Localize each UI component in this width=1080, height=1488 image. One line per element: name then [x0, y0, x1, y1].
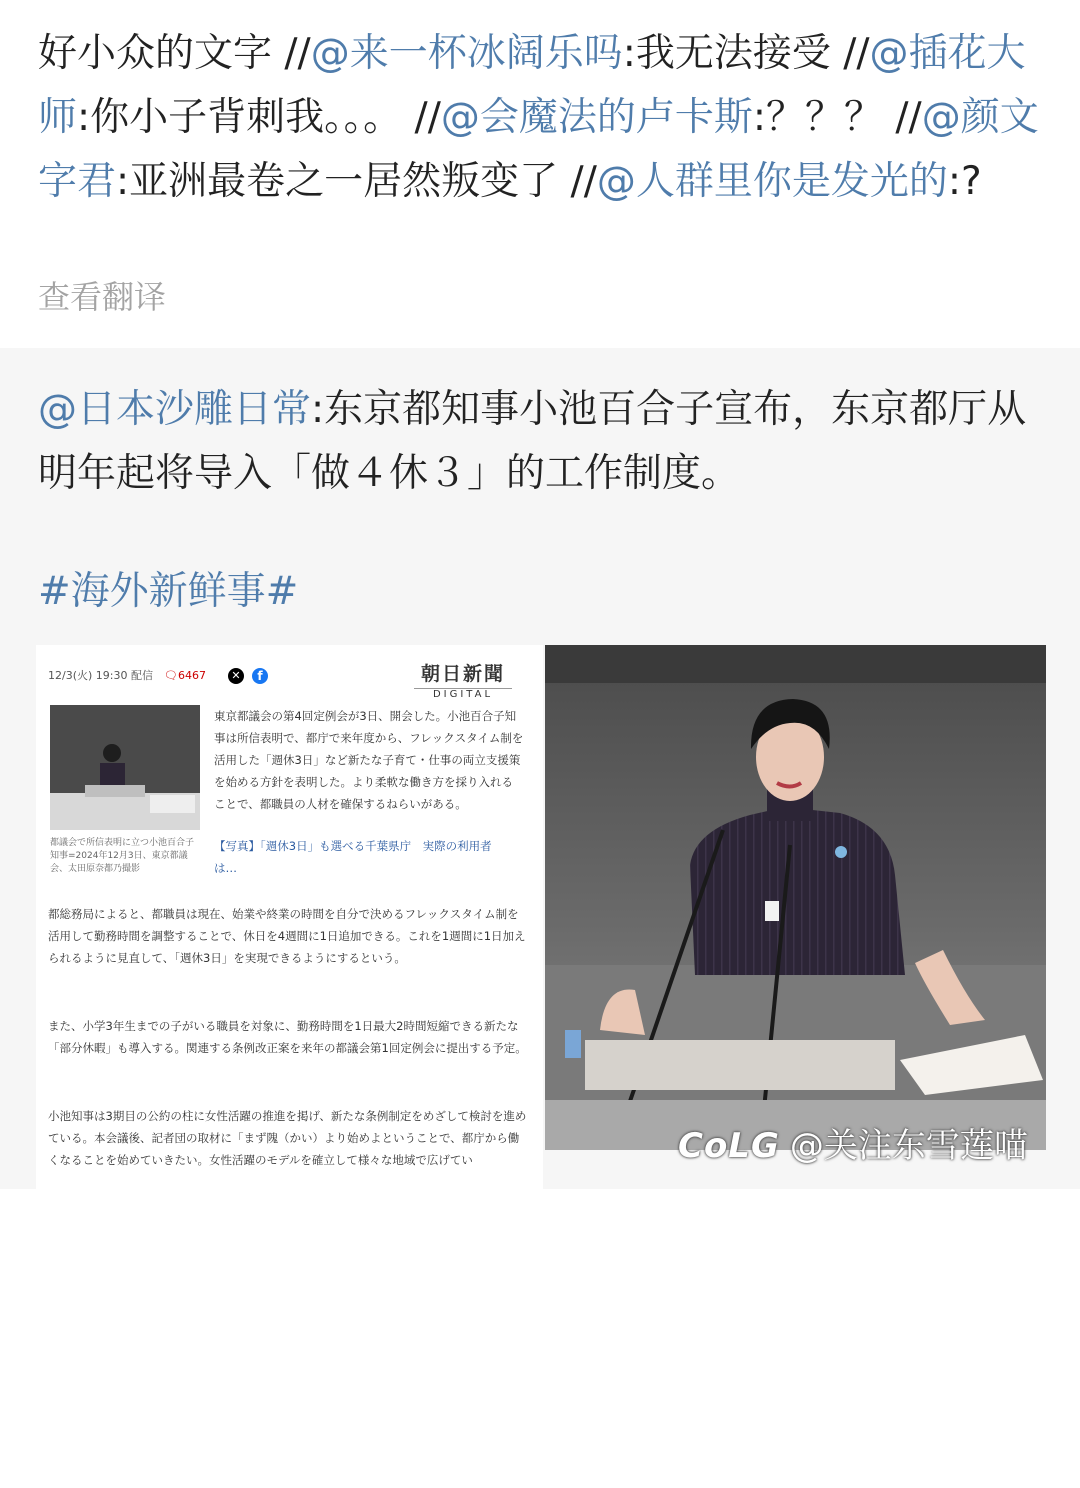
article-meta: [48, 667, 206, 683]
post-text-segment: :?: [947, 159, 982, 204]
mention-link[interactable]: @会魔法的卢卡斯: [440, 95, 753, 140]
comment-count: 🗨6467: [163, 669, 206, 682]
facebook-share-icon: f: [252, 668, 268, 684]
article-paragraph: 小池知事は3期目の公約の柱に女性活躍の推進を掲げ、新たな条例制定をめざして検討を進めている。本会議後、記者団の取材に「まず隗（かい）より始めよということで、都庁から働くなることを始めていきたい。女性活躍のモデルを確立して様々な地域で広げてい: [48, 1109, 527, 1167]
hashtag-link[interactable]: #海外新鲜事#: [38, 569, 299, 614]
mention-link[interactable]: @人群里你是发光的: [596, 159, 948, 204]
article-paragraph: また、小学3年生までの子がいる職員を対象に、勤務時間を1日最大2時間短縮できる新たな「部分休暇」も導入する。関連する条例改正案を来年の都議会第1回定例会に提出する予定。: [48, 1019, 527, 1055]
speaker-thumbnail-illustration: [50, 705, 200, 830]
x-share-icon: ✕: [228, 668, 244, 684]
translate-link[interactable]: 查看翻译: [38, 278, 167, 316]
article-screenshot-image[interactable]: [36, 645, 543, 1488]
mention-link[interactable]: @插花大师: [38, 31, 1026, 140]
mention-link[interactable]: @颜文字君: [38, 95, 1039, 204]
repost-card[interactable]: [0, 348, 1080, 1189]
post-text-segment: :亚洲最卷之一居然叛变了 //: [116, 159, 597, 204]
post-body: [0, 0, 1080, 348]
watermark: [678, 1118, 1028, 1167]
repost-content: :东京都知事小池百合子宣布，东京都厅从明年起将导入「做４休３」的工作制度。: [38, 387, 1027, 496]
article-thumbnail-photo: [50, 705, 200, 830]
watermark-handle: @关注东雪莲喵: [789, 1126, 1028, 1166]
speaker-photo-image[interactable]: [545, 645, 1046, 1150]
article-paragraph: 都総務局によると、都職員は現在、始業や終業の時間を自分で決めるフレックスタイム制を活用して勤務時間を調整することで、休日を4週間に1日追加できる。これを1週間に1日加えられるように見直して、「週休3日」を実現できるようにするという。: [48, 907, 526, 965]
post-text-segment: 好小众的文字 //: [38, 31, 311, 76]
asahi-logo: [414, 659, 512, 700]
post-text-segment: :你小子背刺我。。。 //: [77, 95, 441, 140]
logo-bottom: DIGITAL: [414, 688, 512, 700]
photo-caption: 都議会で所信表明に立つ小池百合子知事=2024年12月3日、東京都議会、太田原奈都乃撮影: [50, 838, 195, 874]
article-date: 12/3(火) 19:30 配信: [48, 669, 153, 682]
repost-author-link[interactable]: @日本沙雕日常: [38, 387, 312, 432]
watermark-brand: CoLG: [678, 1126, 780, 1166]
mention-link[interactable]: @来一杯冰阔乐吗: [310, 31, 623, 76]
logo-top: 朝日新聞: [420, 663, 505, 685]
related-photo-link[interactable]: 【写真】「週休3日」も選べる千葉県庁 実際の利用者は…: [214, 839, 492, 875]
repost-text: [38, 378, 1048, 506]
post-text: [38, 22, 1048, 214]
post-text-segment: :？？？ //: [752, 95, 922, 140]
speaker-photo-illustration: [545, 645, 1046, 1150]
article-paragraph: 東京都議会の第4回定例会が3日、開会した。小池百合子知事は所信表明で、都庁で来年度から、フレックスタイム制を活用した「週休3日」など新たな子育て・仕事の両立支援策を始める方針を表明した。より柔軟な働き方を採り入れることで、都職員の人材を確保するねらいがある。: [214, 709, 524, 811]
post-text-segment: :我无法接受 //: [622, 31, 870, 76]
